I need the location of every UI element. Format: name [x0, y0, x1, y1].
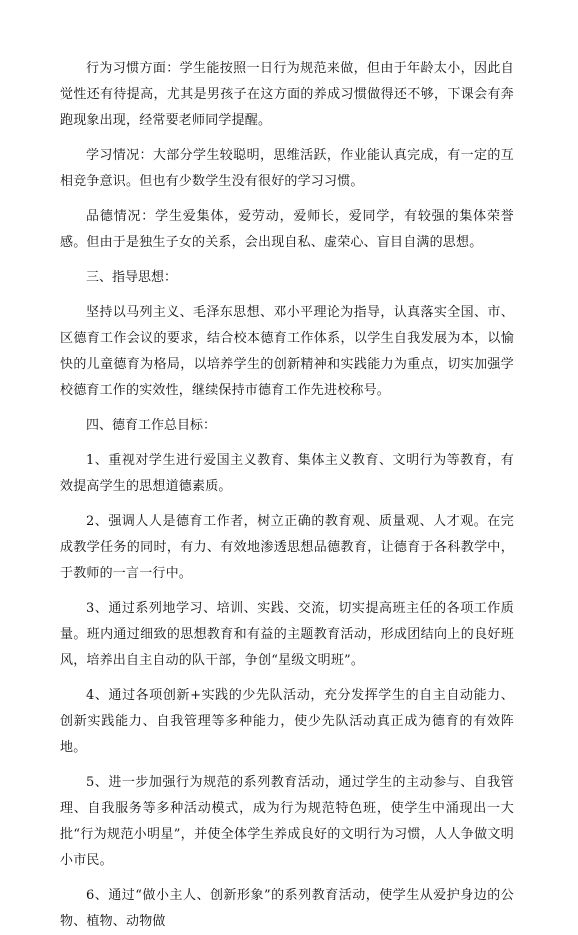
paragraph-goal-5: 5、进一步加强行为规范的系列教育活动，通过学生的主动参与、自我管理、自我服务等多种活动模式，成为行为规范特色班，使学生中涌现出一大批“行为规范小明星”，并使全体学生养成良好的文明行为习惯，人人争做文明小市民。	[60, 775, 514, 868]
paragraph-moral-situation: 品德情况：学生爱集体，爱劳动，爱师长，爱同学，有较强的集体荣誉感。但由于是独生子女的关系，会出现自私、虚荣心、盲目自满的思想。	[60, 209, 514, 250]
paragraph-goal-1: 1、重视对学生进行爱国主义教育、集体主义教育、文明行为等教育，有效提高学生的思想道德素质。	[60, 453, 514, 494]
paragraph-goal-3: 3、通过系列地学习、培训、实践、交流，切实提高班主任的各项工作质量。班内通过细致的思想教育和有益的主题教育活动，形成团结向上的良好班风，培养出自主自动的队干部，争创“星级文明班”。	[60, 601, 514, 668]
heading-overall-goals: 四、德育工作总目标：	[86, 418, 217, 433]
paragraph-goal-4: 4、通过各项创新+实践的少先队活动，充分发挥学生的自主自动能力、创新实践能力、自我管理等多种能力，使少先队活动真正成为德育的有效阵地。	[60, 688, 514, 755]
paragraph-goal-2: 2、强调人人是德育工作者，树立正确的教育观、质量观、人才观。在完成教学任务的同时，有力、有效地渗透思想品德教育，让德育于各科教学中，于教师的一言一行中。	[60, 514, 514, 581]
paragraph-goal-6: 6、通过“做小主人、创新形象”的系列教育活动，使学生从爱护身边的公物、植物、动物做	[60, 888, 514, 929]
paragraph-study-situation: 学习情况：大部分学生较聪明，思维活跃，作业能认真完成，有一定的互相竞争意识。但也有少数学生没有很好的学习习惯。	[60, 148, 514, 189]
heading-guiding-ideology: 三、指导思想：	[86, 270, 178, 285]
paragraph-behavior-habits: 行为习惯方面：学生能按照一日行为规范来做，但由于年龄太小，因此自觉性还有待提高，尤其是男孩子在这方面的养成习惯做得还不够，下课会有奔跑现象出现，经常要老师同学提醒。	[60, 61, 514, 128]
paragraph-guiding-ideology: 坚持以马列主义、毛泽东思想、邓小平理论为指导，认真落实全国、市、区德育工作会议的要求，结合校本德育工作体系，以学生自我发展为本，以愉快的儿童德育为格局，以培养学生的创新精神和实践能力为重点，切实加强学校德育工作的实效性，继续保持市德育工作先进校称号。	[60, 305, 514, 398]
